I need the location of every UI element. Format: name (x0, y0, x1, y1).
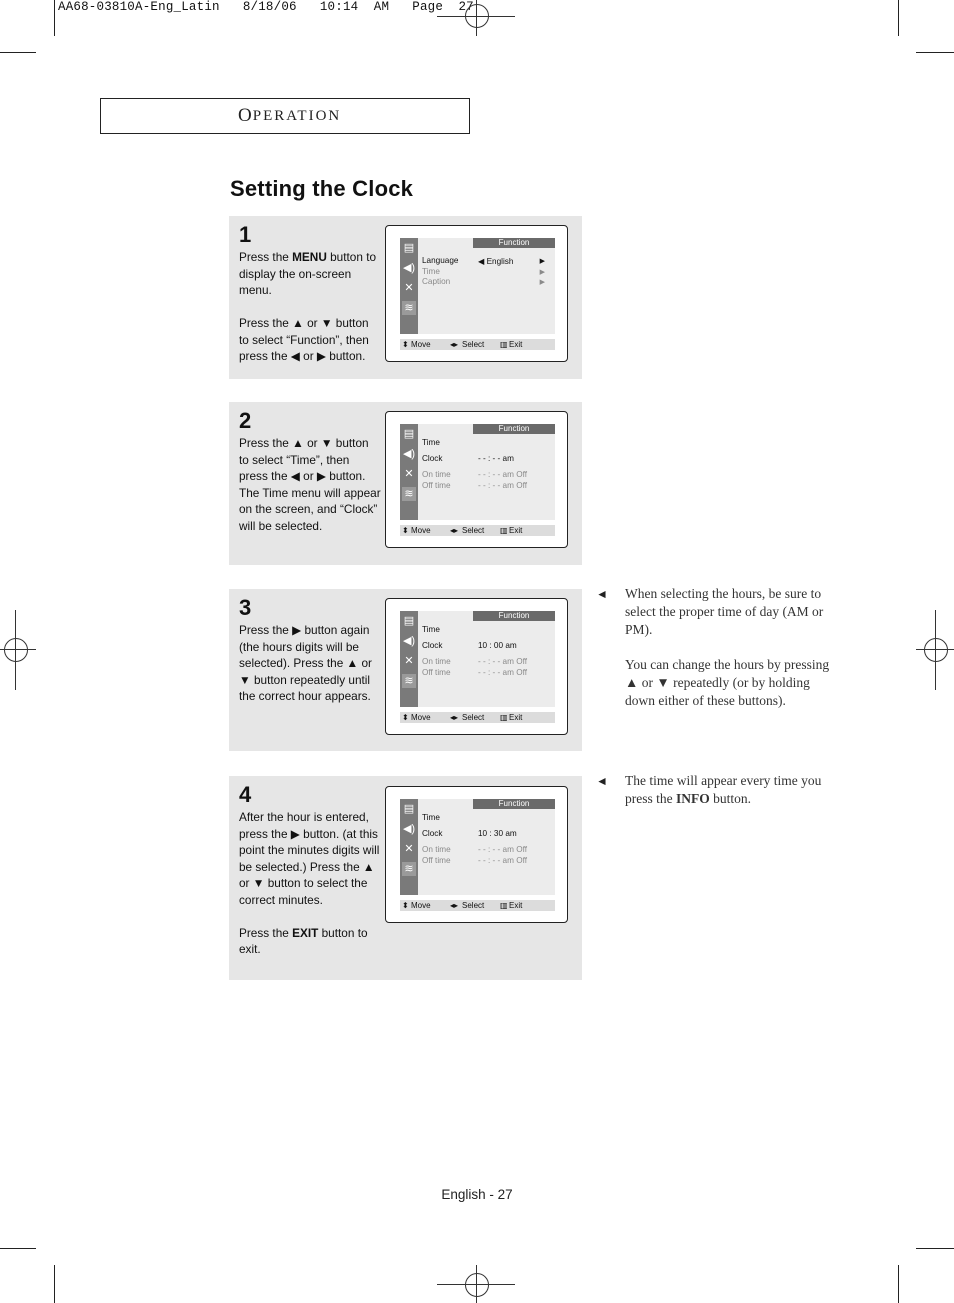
osd-menu-icons (400, 424, 418, 520)
function-icon: ≋ (402, 301, 416, 315)
osd-menu-item: Clock (422, 641, 443, 650)
menu-icon: ▥ (500, 713, 508, 722)
osd-menu-value: - - : - - am Off (478, 668, 527, 677)
channel-icon: ✕ (404, 468, 414, 480)
osd-screen (385, 225, 568, 362)
osd-menu-item: Clock (422, 829, 443, 838)
registration-mark (465, 1273, 489, 1297)
osd-help-label: Exit (509, 901, 523, 910)
osd-help-label: Select (462, 526, 485, 535)
osd-menu-item: Clock (422, 454, 443, 463)
print-slug: AA68-03810A-Eng_Latin 8/18/06 10:14 AM Page 27 (58, 0, 474, 14)
sound-icon: ◀) (402, 262, 416, 274)
sound-icon: ◀) (402, 448, 416, 460)
move-icon: ⬍ (402, 340, 409, 349)
side-note (596, 772, 836, 812)
osd-help-label: Move (411, 713, 431, 722)
section-initial: O (238, 105, 253, 126)
crop-mark (898, 0, 899, 36)
menu-icon: ▥ (500, 901, 508, 910)
step-box (229, 776, 582, 980)
picture-icon: ▤ (403, 242, 415, 254)
sound-icon: ◀) (402, 635, 416, 647)
page-title: Setting the Clock (230, 176, 414, 201)
move-icon: ⬍ (402, 526, 409, 535)
crop-mark (0, 1248, 36, 1249)
channel-icon: ✕ (404, 282, 414, 294)
osd-help-label: Select (462, 340, 485, 349)
osd-screen (385, 598, 568, 735)
osd-menu-value: - - : - - am Off (478, 657, 527, 666)
osd-menu-heading: Time (422, 813, 440, 822)
osd-menu-item: Off time (422, 481, 451, 490)
osd-menu-heading: Time (422, 625, 440, 634)
osd-menu-title: Function (473, 238, 555, 248)
crop-mark (54, 0, 55, 36)
osd-menu-panel (418, 424, 555, 520)
osd-menu-icons (400, 611, 418, 707)
registration-mark (935, 610, 936, 690)
osd-menu-item: Off time (422, 856, 451, 865)
select-icon: ◂▸ (450, 340, 459, 349)
osd-help-label: Exit (509, 713, 523, 722)
sound-icon: ◀) (402, 823, 416, 835)
osd-help-bar (400, 712, 555, 723)
osd-menu-value: - - : - - am Off (478, 845, 527, 854)
osd-menu-icons (400, 799, 418, 895)
instruction-paragraph: Press the ▲ or ▼ button to select “Function”, then press the ◀ or ▶ button. (239, 316, 369, 363)
step-number: 2 (239, 408, 252, 433)
section-name: PERATION (252, 107, 342, 124)
function-icon: ≋ (402, 487, 416, 501)
menu-icon: ▥ (500, 526, 508, 535)
osd-menu-panel (418, 611, 555, 707)
osd-help-label: Select (462, 713, 485, 722)
move-icon: ⬍ (402, 713, 409, 722)
button-name: MENU (292, 250, 327, 264)
channel-icon: ✕ (404, 843, 414, 855)
osd-menu-item: On time (422, 470, 451, 479)
osd-menu-value: ◀ English (478, 257, 514, 266)
osd-menu-item: On time (422, 845, 451, 854)
step-instructions (239, 622, 381, 705)
osd-help-label: Select (462, 901, 485, 910)
osd-menu-title: Function (473, 799, 555, 809)
osd-menu-value: - - : - - am (478, 454, 514, 463)
registration-mark (15, 610, 16, 690)
instruction-paragraph: Press the EXIT button to exit. (239, 925, 368, 956)
select-icon: ◂▸ (450, 901, 459, 910)
instruction-paragraph: Press the MENU button to display the on-screen menu. (239, 250, 377, 297)
section-tab (100, 98, 470, 134)
step-box (229, 216, 582, 379)
step-box (229, 589, 582, 751)
note-paragraph: You can change the hours by pressing ▲ or ▼ repeatedly (or by holding down either of these buttons). (625, 657, 830, 708)
osd-help-label: Exit (509, 340, 523, 349)
picture-icon: ▤ (403, 428, 415, 440)
button-name: EXIT (292, 925, 319, 940)
osd-menu-title: Function (473, 611, 555, 621)
select-icon: ◂▸ (450, 713, 459, 722)
osd-screen (385, 411, 568, 548)
button-name: INFO (676, 791, 710, 806)
note-paragraph: The time will appear every time you press the INFO button. (625, 773, 822, 806)
pointer-arrow-icon: ◄ (596, 587, 608, 601)
osd-menu-icons (400, 238, 418, 334)
osd-help-label: Move (411, 340, 431, 349)
step-number: 3 (239, 595, 252, 620)
step-box (229, 402, 582, 565)
step-instructions (239, 809, 381, 958)
osd-menu-item: Caption (422, 277, 451, 286)
channel-icon: ✕ (404, 655, 414, 667)
picture-icon: ▤ (403, 615, 415, 627)
osd-menu-heading: Time (422, 438, 440, 447)
registration-mark (924, 638, 948, 662)
osd-menu-title: Function (473, 424, 555, 434)
osd-menu-value: - - : - - am Off (478, 481, 527, 490)
osd-menu-value: 10 : 00 am (478, 641, 517, 650)
osd-help-bar (400, 900, 555, 911)
function-icon: ≋ (402, 862, 416, 876)
registration-mark (476, 1265, 477, 1303)
osd-menu-value: - - : - - am Off (478, 470, 527, 479)
crop-mark (54, 1265, 55, 1303)
note-paragraph: When selecting the hours, be sure to select the proper time of day (AM or PM). (625, 586, 824, 637)
registration-mark (0, 649, 36, 650)
step-instructions (239, 249, 381, 365)
step-number: 4 (239, 782, 252, 807)
osd-menu-panel (418, 238, 555, 334)
osd-help-label: Move (411, 526, 431, 535)
osd-help-label: Move (411, 901, 431, 910)
crop-mark (916, 1248, 954, 1249)
instruction-paragraph: After the hour is entered, press the ▶ button. (at this point the minutes digits will be selected.) Press the ▲ or ▼ button to select the correct minutes. (239, 810, 380, 907)
crop-mark (898, 1265, 899, 1303)
osd-menu-item: Language (422, 256, 459, 265)
page-footer: English - 27 (441, 1187, 513, 1202)
side-note (596, 585, 836, 745)
osd-help-label: Exit (509, 526, 523, 535)
move-icon: ⬍ (402, 901, 409, 910)
select-icon: ◂▸ (450, 526, 459, 535)
chevron-right-icon: ▶ (539, 279, 545, 286)
step-instructions (239, 435, 381, 534)
osd-menu-value: - - : - - am Off (478, 856, 527, 865)
note-text (625, 585, 835, 710)
registration-mark (476, 0, 477, 36)
registration-mark (4, 638, 28, 662)
step-number: 1 (239, 222, 252, 247)
osd-menu-item: Off time (422, 668, 451, 677)
instruction-paragraph: Press the ▲ or ▼ button to select “Time”, then press the ◀ or ▶ button. The Time menu will appear on the screen, and “Clock” will be selected. (239, 436, 381, 533)
crop-mark (916, 52, 954, 53)
instruction-paragraph: Press the ▶ button again (the hours digits will be selected). Press the ▲ or ▼ button repeatedly until the correct hour appears. (239, 623, 372, 703)
osd-help-bar (400, 339, 555, 350)
osd-menu-panel (418, 799, 555, 895)
function-icon: ≋ (402, 674, 416, 688)
pointer-arrow-icon: ◄ (596, 774, 608, 788)
osd-help-bar (400, 525, 555, 536)
osd-menu-item: On time (422, 657, 451, 666)
osd-screen (385, 786, 568, 923)
osd-menu-item: Time (422, 266, 440, 276)
chevron-right-icon: ▶ (539, 258, 545, 265)
chevron-right-icon: ▶ (539, 268, 545, 276)
note-text (625, 772, 835, 808)
crop-mark (0, 52, 36, 53)
menu-icon: ▥ (500, 340, 508, 349)
osd-menu-value: 10 : 30 am (478, 829, 517, 838)
picture-icon: ▤ (403, 803, 415, 815)
